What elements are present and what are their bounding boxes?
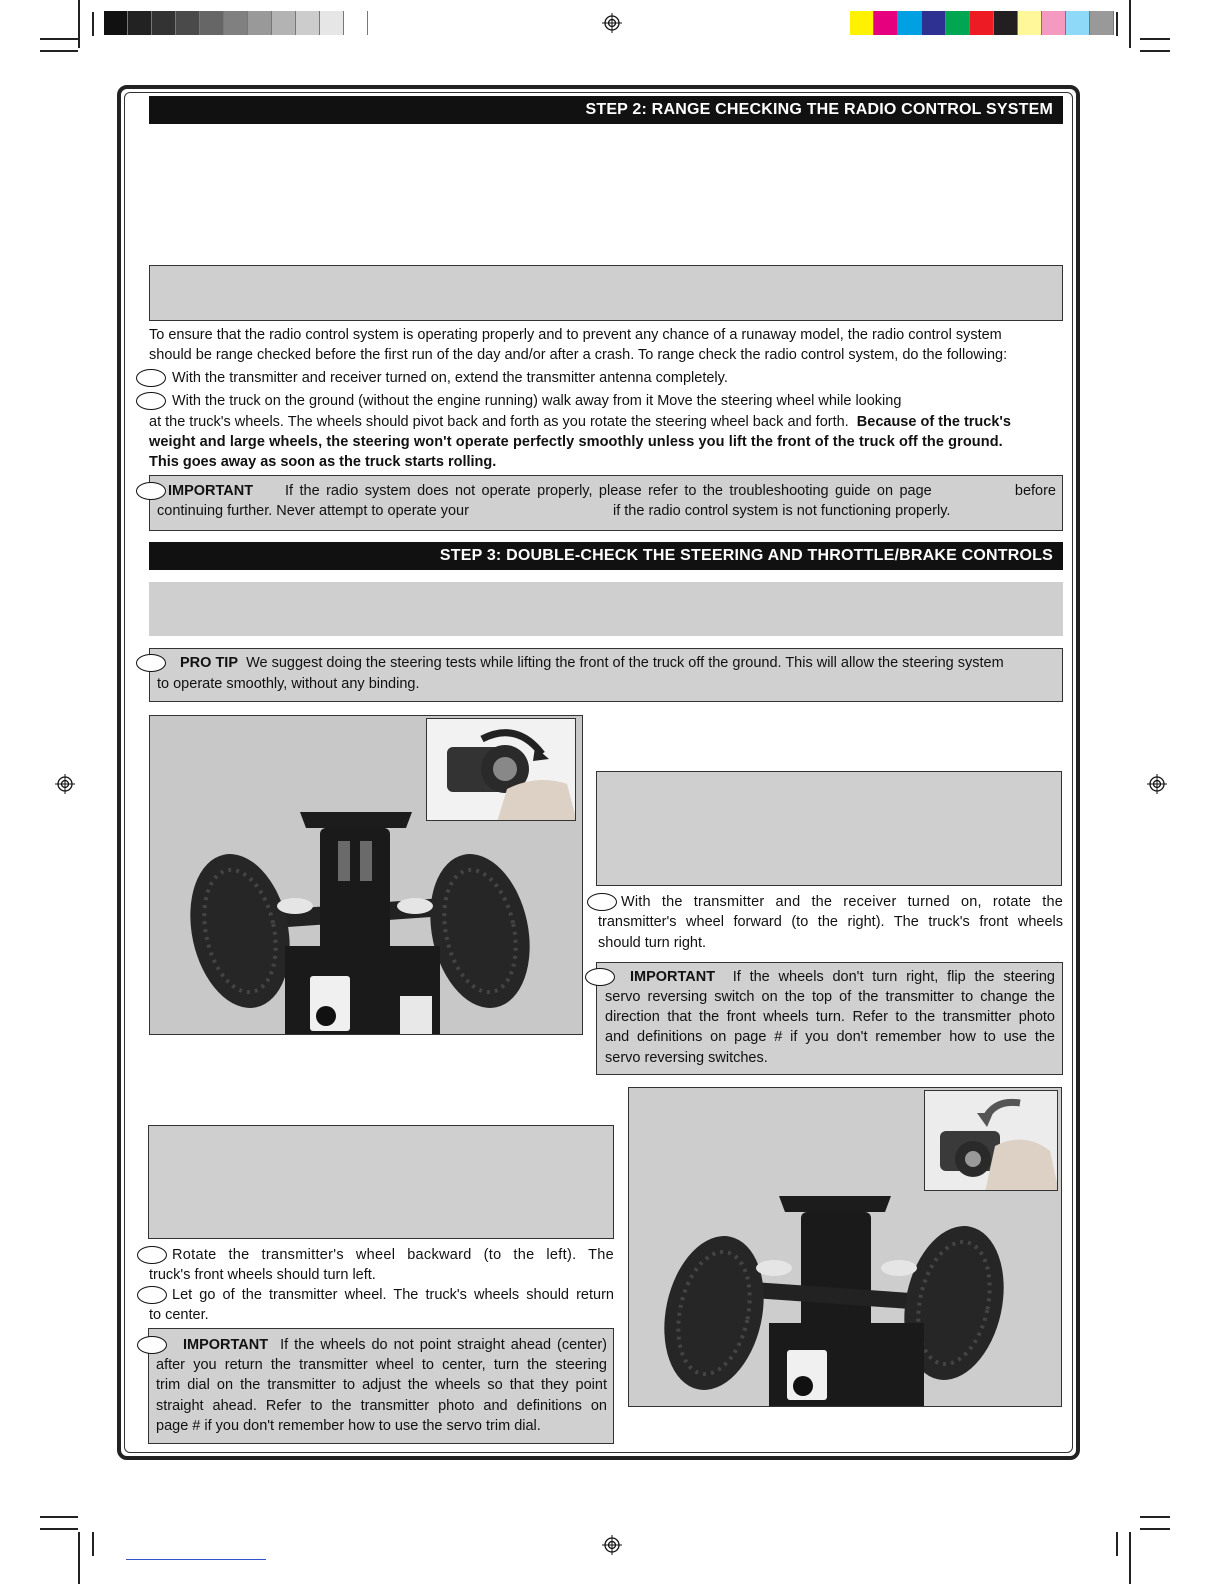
step3-blank-panel xyxy=(149,582,1063,636)
color-swatch xyxy=(200,11,224,35)
grayscale-color-bar xyxy=(104,11,368,35)
step2-bullet2-bold-line: weight and large wheels, the steering won't operate perfectly smoothly unless you lift the front of the truck off the ground. xyxy=(149,434,1003,450)
crop-mark xyxy=(92,12,94,36)
step3-important2-line5: page # if you don't remember how to use the servo trim dial. xyxy=(156,1418,541,1434)
color-swatch xyxy=(874,11,898,35)
step3-important2-line3: trim dial on the transmitter to adjust the wheels so that they point xyxy=(156,1377,607,1393)
left-turn-line2: truck's front wheels should turn left. xyxy=(149,1267,376,1283)
transmitter-wheel-backward-inset xyxy=(924,1090,1058,1191)
color-swatch xyxy=(320,11,344,35)
registration-mark-icon xyxy=(55,774,75,794)
step2-blank-panel xyxy=(149,265,1063,321)
crop-mark xyxy=(40,1528,78,1530)
crop-mark xyxy=(78,0,80,48)
step2-heading: STEP 2: RANGE CHECKING THE RADIO CONTROL SYSTEM xyxy=(149,96,1063,124)
step3-important2-line1 xyxy=(183,1335,607,1355)
step3-important-line1 xyxy=(630,967,1055,987)
crop-mark xyxy=(40,1516,78,1518)
step2-intro-line2: should be range checked before the first run of the day and/or after a crash. To range check the radio control system, do the following: xyxy=(149,347,1008,363)
important-text: If the wheels don't turn right, flip the steering xyxy=(732,969,1055,985)
pro-tip-line2: to operate smoothly, without any binding. xyxy=(157,676,420,692)
registration-mark-icon xyxy=(602,13,622,33)
step-checkbox-icon[interactable] xyxy=(137,1336,167,1354)
registration-mark-icon xyxy=(1147,774,1167,794)
right-turn-line3: should turn right. xyxy=(598,935,707,951)
transmitter-hand-illustration xyxy=(925,1091,1058,1191)
step2-bullet2-text: at the truck's wheels. The wheels should pivot back and forth as you rotate the steering wheel back and forth. xyxy=(149,414,849,430)
color-swatch xyxy=(1042,11,1066,35)
crop-mark xyxy=(1140,1528,1170,1530)
step2-bullet1: With the transmitter and receiver turned on, extend the transmitter antenna completely. xyxy=(172,370,728,386)
important-label: IMPORTANT xyxy=(630,969,716,985)
color-swatch xyxy=(128,11,152,35)
step2-intro-line1: To ensure that the radio control system is operating properly and to prevent any chance of a runaway model, the radio control system xyxy=(149,327,1002,343)
important-label: IMPORTANT xyxy=(168,483,254,499)
step-checkbox-icon[interactable] xyxy=(585,968,615,986)
color-swatch xyxy=(970,11,994,35)
step2-bullet2-line1: With the truck on the ground (without the engine running) walk away from it Move the steering wheel while looking xyxy=(172,393,902,409)
crop-mark xyxy=(78,1532,80,1584)
color-swatch xyxy=(224,11,248,35)
step3-important-line5: servo reversing switches. xyxy=(605,1050,768,1066)
crop-mark xyxy=(40,38,78,40)
pro-tip-text: We suggest doing the steering tests while lifting the front of the truck off the ground. This will allow the steering system xyxy=(246,655,1004,671)
step3-left-blank-panel xyxy=(148,1125,614,1239)
footer-link-underline xyxy=(126,1559,266,1560)
process-color-bar xyxy=(850,11,1114,35)
color-swatch xyxy=(152,11,176,35)
step2-important-line1 xyxy=(168,481,1056,501)
crop-mark xyxy=(92,1532,94,1556)
crop-mark xyxy=(1129,1532,1131,1584)
color-swatch xyxy=(850,11,874,35)
step3-right-blank-panel xyxy=(596,771,1062,886)
step3-important2-line4: straight ahead. Refer to the transmitter photo and definitions on xyxy=(156,1398,607,1414)
pro-tip-line1 xyxy=(180,653,1004,673)
step2-important-line2b: if the radio control system is not functioning properly. xyxy=(613,503,951,519)
transmitter-hand-illustration xyxy=(427,719,576,821)
step2-important-line2a: continuing further. Never attempt to operate your xyxy=(157,503,469,519)
color-swatch xyxy=(1090,11,1114,35)
step2-bullet2-bold-line: This goes away as soon as the truck starts rolling. xyxy=(149,454,497,470)
step3-important-line2: servo reversing switch on the top of the transmitter to change the xyxy=(605,989,1055,1005)
crop-mark xyxy=(40,50,78,52)
right-turn-line2: transmitter's wheel forward (to the right). The truck's front wheels xyxy=(598,914,1063,930)
crop-mark xyxy=(1140,38,1170,40)
center-line1: Let go of the transmitter wheel. The truck's wheels should return xyxy=(172,1287,614,1303)
crop-mark xyxy=(1140,50,1170,52)
important-text-end: before xyxy=(1014,483,1056,499)
color-swatch xyxy=(1018,11,1042,35)
color-swatch xyxy=(344,11,368,35)
color-swatch xyxy=(946,11,970,35)
right-turn-line1: With the transmitter and the receiver turned on, rotate the xyxy=(621,894,1063,910)
crop-mark xyxy=(1129,0,1131,48)
step-checkbox-icon[interactable] xyxy=(587,893,617,911)
color-swatch xyxy=(994,11,1018,35)
left-turn-line1: Rotate the transmitter's wheel backward (to the left). The xyxy=(172,1247,614,1263)
center-line2: to center. xyxy=(149,1307,209,1323)
color-swatch xyxy=(272,11,296,35)
crop-mark xyxy=(1116,1532,1118,1556)
transmitter-wheel-forward-inset xyxy=(426,718,576,821)
important-label: IMPORTANT xyxy=(183,1337,269,1353)
step-checkbox-icon[interactable] xyxy=(136,482,166,500)
color-swatch xyxy=(1066,11,1090,35)
step2-bullet2-bold: Because of the truck's xyxy=(856,414,1011,430)
color-swatch xyxy=(104,11,128,35)
step-checkbox-icon[interactable] xyxy=(136,369,166,387)
step-checkbox-icon[interactable] xyxy=(137,1246,167,1264)
pro-tip-label: PRO TIP xyxy=(180,655,239,671)
color-swatch xyxy=(922,11,946,35)
step3-important-line4: and definitions on page # if you don't remember how to use the xyxy=(605,1029,1055,1045)
step2-bullet2-line2 xyxy=(149,412,1063,432)
important-text: If the radio system does not operate properly, please refer to the troubleshooting guide on page xyxy=(285,483,932,499)
crop-mark xyxy=(1140,1516,1170,1518)
step3-important2-line2: after you return the transmitter wheel to center, turn the steering xyxy=(156,1357,607,1373)
step-checkbox-icon[interactable] xyxy=(137,1286,167,1304)
important-text: If the wheels do not point straight ahead (center) xyxy=(280,1337,607,1353)
step3-heading: STEP 3: DOUBLE-CHECK THE STEERING AND THROTTLE/BRAKE CONTROLS xyxy=(149,542,1063,570)
color-swatch xyxy=(248,11,272,35)
color-swatch xyxy=(176,11,200,35)
step-checkbox-icon[interactable] xyxy=(136,654,166,672)
crop-mark xyxy=(1116,12,1118,36)
registration-mark-icon xyxy=(602,1535,622,1555)
color-swatch xyxy=(898,11,922,35)
color-swatch xyxy=(296,11,320,35)
step-checkbox-icon[interactable] xyxy=(136,392,166,410)
step3-important-line3: direction that the front wheels turn. Refer to the transmitter photo xyxy=(605,1009,1055,1025)
